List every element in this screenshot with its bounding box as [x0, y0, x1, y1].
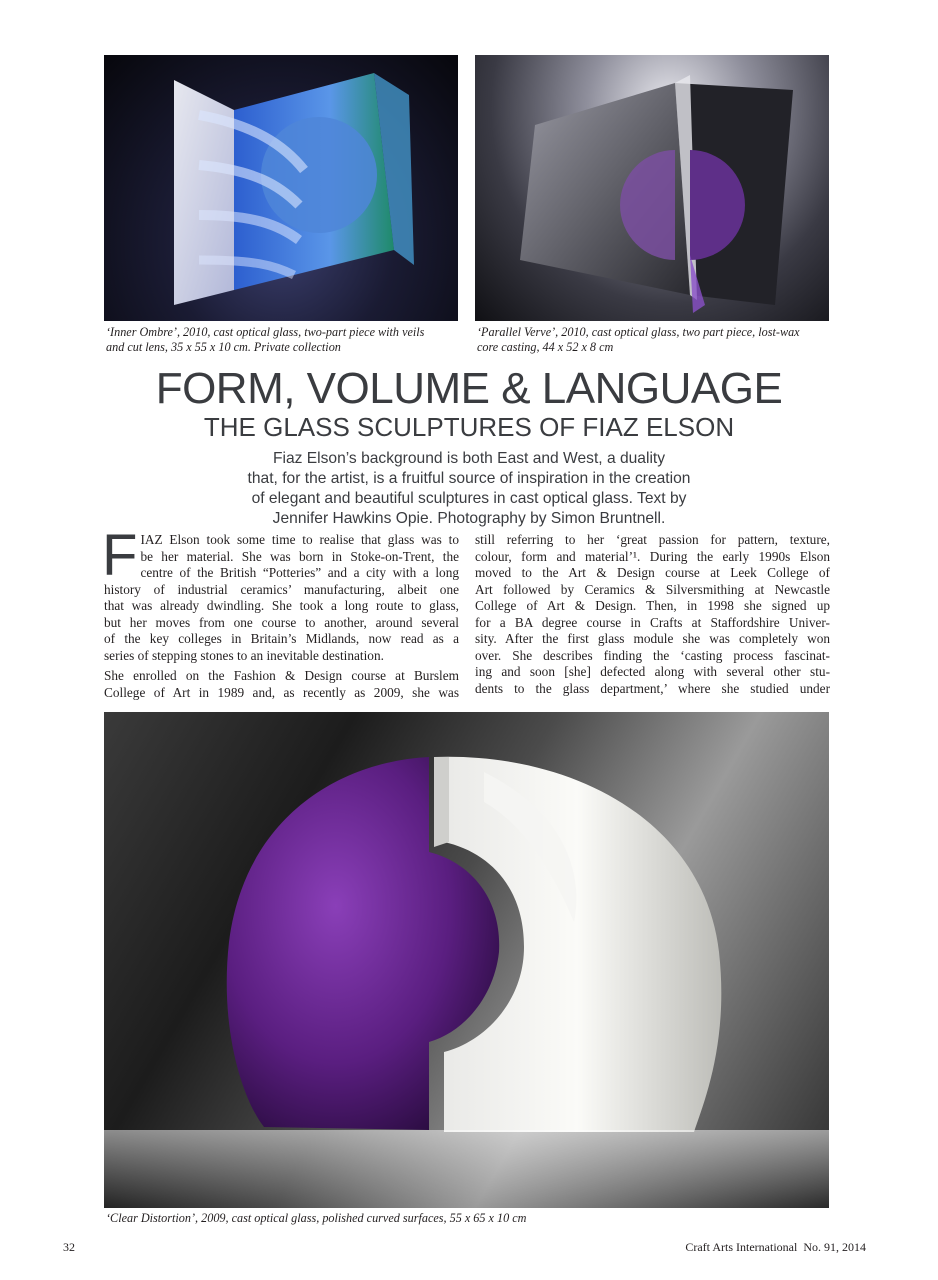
text-line: Art followed by Ceramics & Silversmithing at Newcastle	[475, 581, 830, 597]
text-line: IAZ Elson took some time to realise that glass was to	[140, 532, 459, 547]
photo-clear-distortion	[104, 712, 829, 1208]
photo-inner-ombre	[104, 55, 458, 321]
standfirst	[229, 449, 709, 529]
text-line: of the key colleges in Britain’s Midlands, now read as a	[104, 631, 459, 646]
paragraph	[475, 532, 830, 697]
caption-line: core casting, 44 x 52 x 8 cm	[477, 340, 614, 354]
clear-distortion-sculpture	[104, 712, 829, 1208]
photo-parallel-verve	[475, 55, 829, 321]
text-line: be her material. She was born in Stoke-on-Trent, the	[140, 548, 459, 564]
parallel-verve-sculpture	[475, 55, 829, 321]
page-number: 32	[63, 1240, 75, 1254]
caption-line: ‘Parallel Verve’, 2010, cast optical glass, two part piece, lost-wax	[477, 325, 800, 339]
standfirst-line: Jennifer Hawkins Opie. Photography by Simon Bruntnell.	[272, 510, 666, 527]
body-column-right	[475, 532, 830, 697]
standfirst-line: of elegant and beautiful sculptures in cast optical glass. Text by	[251, 490, 687, 507]
article-subtitle: THE GLASS SCULPTURES OF FIAZ ELSON	[203, 412, 735, 442]
body-column-left	[102, 523, 459, 701]
text-line: history of industrial ceramics’ manufacturing, albeit one	[104, 581, 459, 597]
text-line: ing and soon [she] defected along with several other stu-	[475, 664, 830, 679]
caption-inner-ombre	[106, 325, 466, 355]
text-line: for a BA degree course in Crafts at Staffordshire Univer-	[475, 614, 830, 630]
article-title: FORM, VOLUME & LANGUAGE	[155, 364, 783, 413]
text-line: College of Art & Design. Then, in 1998 she signed up	[475, 598, 830, 613]
caption-parallel-verve	[477, 325, 837, 355]
drop-cap: F	[102, 523, 138, 588]
text-line: series of stepping stones to an inevitable destination.	[104, 647, 384, 663]
text-line: sity. After the first glass module she was completely won	[475, 631, 830, 646]
caption-line: ‘Inner Ombre’, 2010, cast optical glass, two-part piece with veils	[106, 325, 425, 339]
standfirst-line: that, for the artist, is a fruitful source of inspiration in the creation	[247, 470, 691, 487]
caption-line: and cut lens, 35 x 55 x 10 cm. Private collection	[106, 340, 341, 354]
publication-info: Craft Arts International No. 91, 2014	[685, 1240, 866, 1254]
text-line: moved to the Art & Design course at Leek College of	[475, 565, 830, 580]
text-line: centre of the British “Potteries” and a city with a long	[140, 565, 459, 580]
text-line: but her moves from one course to another, around several	[104, 614, 459, 630]
text-line: She enrolled on the Fashion & Design course at Burslem	[104, 668, 459, 683]
text-line: College of Art in 1989 and, as recently as 2009, she was	[104, 684, 459, 700]
inner-ombre-sculpture	[104, 55, 458, 321]
paragraph	[102, 523, 459, 664]
text-line: dents to the glass department,’ where she studied under	[475, 680, 830, 696]
text-line: over. She describes finding the ‘casting process fascinat-	[475, 647, 830, 663]
standfirst-line: Fiaz Elson’s background is both East and West, a duality	[272, 450, 666, 467]
caption-clear-distortion: ‘Clear Distortion’, 2009, cast optical glass, polished curved surfaces, 55 x 65 x 10 cm	[106, 1211, 527, 1225]
text-line: that was already dwindling. She took a long route to glass,	[104, 598, 459, 613]
paragraph	[104, 668, 459, 701]
text-line: still referring to her ‘great passion for pattern, texture,	[475, 532, 830, 547]
text-line: colour, form and material’¹. During the early 1990s Elson	[475, 548, 830, 564]
